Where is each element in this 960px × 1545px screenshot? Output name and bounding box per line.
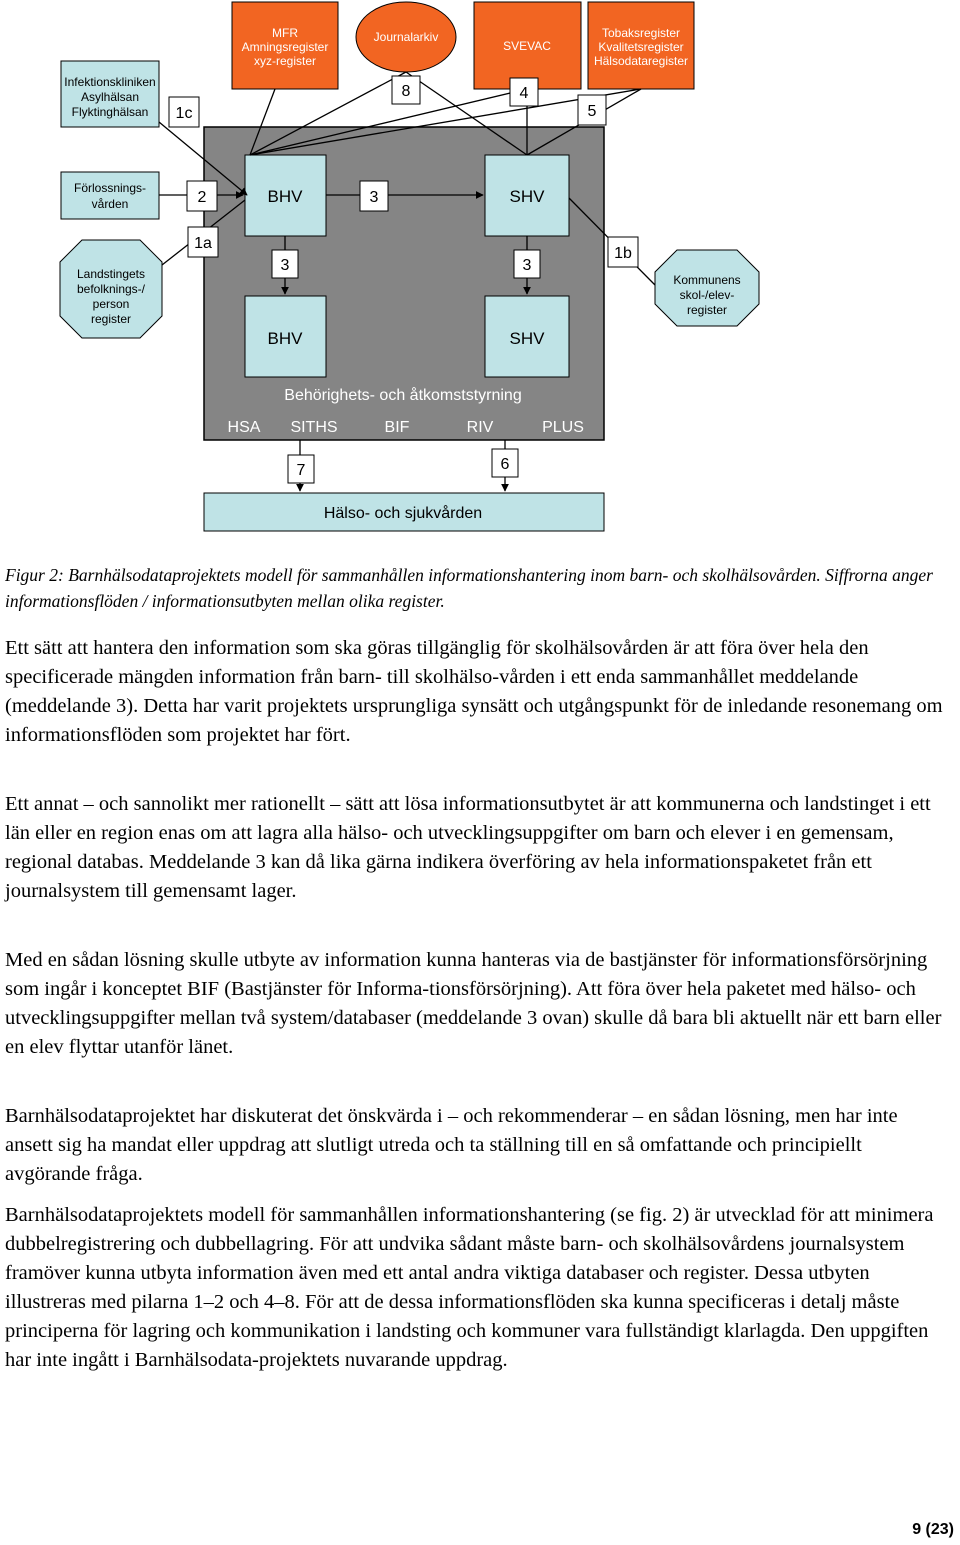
kommunens-register-octagon [655,250,759,326]
service-hsa: HSA [227,419,261,436]
service-plus: PLUS [542,419,584,436]
label-8-text: 8 [401,83,411,100]
label-1a [188,227,218,257]
label-2-text: 2 [197,189,207,206]
label-8 [392,76,420,104]
label-1b [608,237,638,267]
infektion-line-3: Flyktinghälsan [71,105,149,119]
service-siths: SITHS [290,419,338,436]
service-bif: BIF [384,419,410,436]
label-3-left [272,250,298,278]
paragraph-5: Barnhälsodataprojektets modell för sammanhållen informationshantering (se fig. 2) är utvecklad för att minimera dubbelregistrering och dubbellagring. För att undvika sådant måste barn- och skolhälsovårdens journalsystem framöver kunna utbyta information även med ett antal andra viktiga databaser och register. Dessa utbyten illustreras med pilarna 1–2 och 4–8. För att de dessa informationsflöden ska kunna specificeras i detalj måste principerna för lagring och kommunikation i landsting och kommuner vara fullständigt klarlagda. Den uppgiften har inte ingått i Barnhälsodata-projektets nuvarande uppdrag. [5,1204,934,1371]
shv-top-label: SHV [509,187,545,206]
infektion-line-1: Infektionskliniken [64,75,156,89]
journalarkiv-ellipse [356,2,456,72]
label-3-left-text: 3 [280,257,290,274]
shv-bottom-label: SHV [509,329,545,348]
paragraph-3: Med en sådan lösning skulle utbyte av information kunna hanteras via de bastjänster för informationsförsörjning som ingår i konceptet BIF (Bastjänster för Informa-tionsförsörjning). Att föra över hela paketet med hälso- och utvecklingsuppgifter mellan två system/databaser (meddelande 3 ovan) skulle då bara bli aktuellt när ett barn eller en elev flyttar utanför länet. [5,949,942,1058]
paragraph-2: Ett annat – och sannolikt mer rationellt – sätt att lösa informationsutbytet är att kommunerna och landstinget i ett län eller en region enas om att lagra alla hälso- och utvecklingsuppgifter om barn och elever i en gemensam, regional databas. Meddelande 3 kan då lika gärna indikera överföring av hela informationspaketet från ett journalsystem till gemensamt lager. [5,793,931,902]
label-4-text: 4 [519,85,529,102]
tobak-line-3: Hälsodataregister [593,54,689,68]
halso-sjukvard-box [204,493,604,531]
service-riv: RIV [466,419,494,436]
label-7 [288,455,314,483]
label-5-text: 5 [587,103,597,120]
mfr-box [232,2,338,89]
landsting-line-4: register [90,312,132,326]
landsting-line-2: befolknings-/ [76,282,146,296]
paragraph-4: Barnhälsodataprojektet har diskuterat det önskvärda i – och rekommenderar – en sådan lösning, men har inte ansett sig ha mandat eller uppdrag att slutligt utreda och ta ställning till en så omfattande och principiellt avgörande fråga. [5,1105,898,1185]
label-5 [578,95,606,125]
bhv-bottom-label: BHV [267,329,303,348]
kommunens-line-2: skol-/elev- [679,288,735,302]
bhv-top-box [245,155,326,236]
label-7-text: 7 [296,462,306,479]
access-control-title: Behörighets- och åtkomststyrning [284,387,522,404]
label-3-right-text: 3 [522,257,532,274]
label-6 [492,449,518,477]
landsting-line-3: person [92,297,130,311]
shv-bottom-box [485,296,569,377]
page-number: 9 (23) [912,1521,954,1538]
svevac-box [474,2,581,89]
label-3-right [514,250,540,278]
infektion-line-2: Asylhälsan [80,90,140,104]
shv-top-box [485,155,569,236]
infektion-box [61,61,159,127]
tobak-line-1: Tobaksregister [601,26,681,40]
label-3-top [360,181,388,211]
paragraph-1: Ett sätt att hantera den information som ska göras tillgänglig för skolhälsovården är att föra över hela den specificerade mängden information från barn- till skolhälso-vården i ett enda sammanhållet meddelande (meddelande 3). Detta har varit projektets ursprungliga synsätt och utgångspunkt för de inledande resonemang om informationsflöden som projektet har fört. [5,637,943,746]
label-1c-text: 1c [175,105,193,122]
mfr-line-3: xyz-register [253,54,317,68]
landsting-register-octagon [60,240,162,338]
bhv-top-label: BHV [267,187,303,206]
label-2 [187,181,217,211]
label-3-top-text: 3 [369,189,379,206]
figure-caption: Figur 2: Barnhälsodataprojektets modell för sammanhållen informationshantering inom barn- och skolhälsovården. Siffrorna anger informationsflöden / informationsutbyten mellan olika register. [5,565,933,611]
tobak-line-2: Kvalitetsregister [598,40,684,54]
journalarkiv-label: Journalarkiv [373,30,439,44]
information-flow-diagram [0,0,960,545]
forlossning-line-1: Förlossnings- [73,181,147,195]
forlossning-line-2: vården [91,197,129,211]
svevac-label: SVEVAC [503,39,551,53]
bhv-bottom-box [245,296,326,377]
label-1b-text: 1b [614,245,632,262]
mfr-line-1: MFR [272,26,298,40]
mfr-line-2: Amningsregister [241,40,329,54]
halso-sjukvard-label: Hälso- och sjukvården [323,505,483,522]
tobak-box [588,2,694,89]
label-1a-text: 1a [194,235,212,252]
forlossning-box [61,172,159,219]
label-4 [510,78,538,106]
kommunens-line-3: register [686,303,728,317]
landsting-line-1: Landstingets [76,267,146,281]
kommunens-line-1: Kommunens [673,273,741,287]
label-6-text: 6 [500,456,510,473]
label-1c [169,97,199,127]
